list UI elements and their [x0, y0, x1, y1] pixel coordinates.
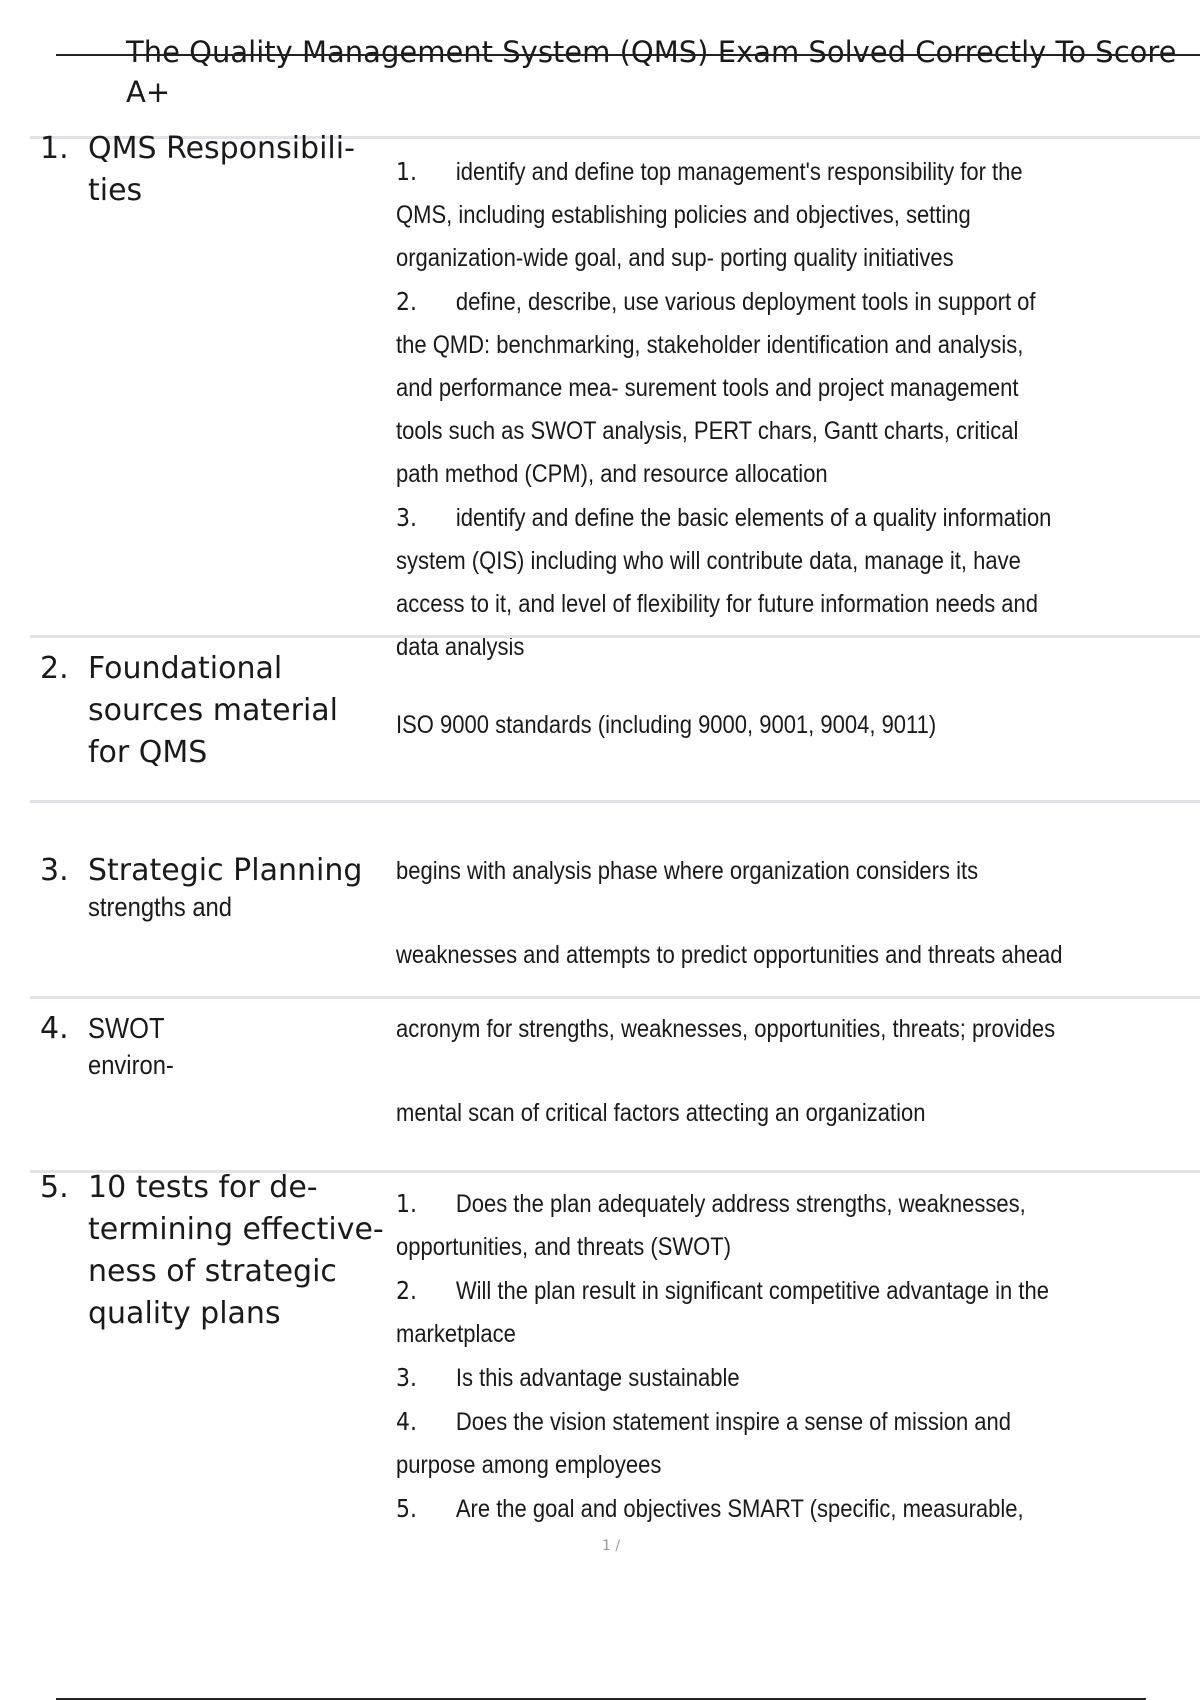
item-text: Does the vision statement inspire a sense of mission and purpose among employees: [396, 1408, 1012, 1479]
term-text: QMS Responsibili- ties: [88, 131, 355, 208]
term-number: 3.: [40, 853, 69, 888]
page-number: 1 /: [602, 1538, 621, 1554]
term-text: Foundational sources material for QMS: [88, 651, 339, 770]
term-number: 1.: [40, 131, 69, 166]
term-continued: strengths and: [88, 892, 232, 922]
item-text: Is this advantage sustainable: [455, 1364, 740, 1392]
list-item: [396, 280, 1065, 496]
list-item: [396, 1400, 1065, 1487]
item-number: 1.: [396, 1189, 417, 1218]
item-text: identify and define the basic elements of a quality information system (QIS) including who will contribute data, manage it, have access to it, and level of flexibility for future information needs and data analysis: [396, 504, 1052, 661]
term-text: 10 tests for de- termining effective- ness of strategic quality plans: [88, 1170, 384, 1331]
term-text: Strategic Planning: [88, 853, 363, 888]
definition-3-line-2: weaknesses and attempts to predict opportunities and threats ahead: [396, 941, 1063, 969]
title-strike-line: [56, 54, 1200, 56]
row-divider: [30, 635, 1200, 638]
item-text: Does the plan adequately address strengths, weaknesses, opportunities, and threats (SWOT): [396, 1190, 1026, 1261]
item-text: Are the goal and objectives SMART (specific, measurable,: [455, 1495, 1024, 1523]
document-title: The Quality Management System (QMS) Exam Solved Correctly To Score A+: [126, 35, 1177, 109]
item-number: 2.: [396, 287, 417, 316]
item-number: 4.: [396, 1407, 417, 1436]
list-item: [396, 1182, 1065, 1269]
definition-1: [396, 150, 1065, 669]
row-divider: [30, 800, 1200, 803]
list-item: [396, 496, 1065, 669]
item-number: 3.: [396, 1363, 417, 1392]
term-continued: environ-: [88, 1050, 174, 1080]
definition-5: [396, 1182, 1065, 1531]
term-number: 2.: [40, 651, 69, 686]
definition-4-line-2: mental scan of critical factors attecting an organization: [396, 1099, 926, 1127]
item-number: 3.: [396, 503, 417, 532]
term-number: 5.: [40, 1170, 69, 1205]
list-item: [396, 1487, 1065, 1531]
item-text: Will the plan result in significant competitive advantage in the marketplace: [396, 1277, 1049, 1348]
item-number: 5.: [396, 1494, 417, 1523]
item-text: identify and define top management's responsibility for the QMS, including establishing policies and objectives, setting organization-wide goal, and sup- porting quality initiatives: [396, 158, 1023, 272]
term-number: 4.: [40, 1011, 69, 1046]
item-number: 1.: [396, 157, 417, 186]
row-divider: [30, 996, 1200, 999]
definition-2: ISO 9000 standards (including 9000, 9001, 9004, 9011): [396, 711, 937, 739]
item-text: define, describe, use various deployment tools in support of the QMD: benchmarking, stakeholder identification and analysis, and performance mea- surement tools and project management tools such as SWOT analysis, PERT chars, Gantt charts, critical path method (CPM), and resource allocation: [396, 288, 1036, 488]
list-item: [396, 1269, 1065, 1356]
definition-4-line-1: acronym for strengths, weaknesses, opportunities, threats; provides: [396, 1015, 1056, 1043]
list-item: [396, 150, 1065, 280]
list-item: [396, 1356, 1065, 1400]
definition-3-line-1: begins with analysis phase where organization considers its: [396, 857, 979, 885]
item-number: 2.: [396, 1276, 417, 1305]
term-text: SWOT: [88, 1013, 165, 1045]
